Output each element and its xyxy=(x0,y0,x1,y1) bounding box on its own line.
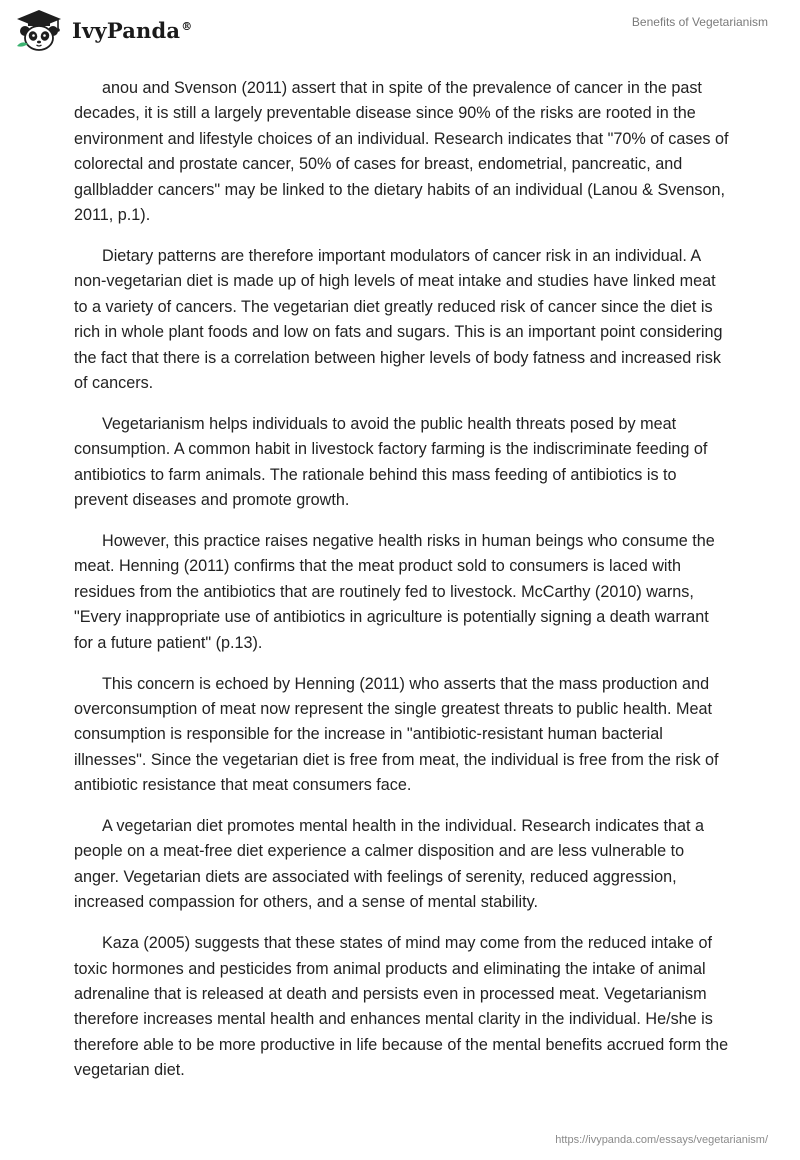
page-header xyxy=(0,0,800,64)
paragraph: A vegetarian diet promotes mental health in the individual. Research indicates that a people on a meat-free diet experience a calmer disposition and are less vulnerable to anger. Vegetarian diets are associated with feelings of serenity, reduced aggression, increased compassion for others, and a sense of mental stability. xyxy=(74,817,704,912)
paragraph: anou and Svenson (2011) assert that in spite of the prevalence of cancer in the past decades, it is still a largely preventable disease since 90% of the risks are rooted in the environment and lifestyle choices of an individual. Research indicates that "70% of cases of colorectal and prostate cancer, 50% of cases for breast, endometrial, pancreatic, and gallbladder cancers" may be linked to the dietary habits of an individual (Lanou & Svenson, 2011, p.1). xyxy=(74,79,729,225)
document-title: Benefits of Vegetarianism xyxy=(631,15,768,29)
paragraph: However, this practice raises negative health risks in human beings who consume the meat. Henning (2011) confirms that the meat product sold to consumers is laced with residues from the antibiotics that are routinely fed to livestock. McCarthy (2010) warns, "Every inappropriate use of antibiotics in agriculture is potentially signing a death warrant for a future patient" (p.13). xyxy=(74,532,715,652)
paragraph: Vegetarianism helps individuals to avoid the public health threats posed by meat consumption. A common habit in livestock factory farming is the indiscriminate feeding of antibiotics to farm animals. The rationale behind this mass feeding of antibiotics is to prevent diseases and promote growth. xyxy=(74,414,708,510)
ivypanda-logo[interactable] xyxy=(14,8,192,52)
trademark-symbol: ® xyxy=(181,19,193,33)
paragraph: This concern is echoed by Henning (2011) who asserts that the mass production and overconsumption of meat now represent the single greatest threats to public health. Meat consumption is responsible for the increase in "antibiotic-resistant human bacterial illnesses". Since the vegetarian diet is free from meat, the individual is free from the risk of antibiotic resistance that meat consumers face. xyxy=(74,674,719,795)
paragraph: Dietary patterns are therefore important modulators of cancer risk in an individual. A non-vegetarian diet is made up of high levels of meat intake and studies have linked meat to a variety of cancers. The vegetarian diet greatly reduced risk of cancer since the diet is rich in whole plant foods and low on fats and sugars. This is an important point considering the fact that there is a correlation between higher levels of body fatness and increased risk of cancers. xyxy=(74,246,723,392)
brand-name: IvyPanda® xyxy=(72,17,193,43)
source-url[interactable]: https://ivypanda.com/essays/vegetarianism/ xyxy=(555,1134,768,1146)
panda-graduate-icon xyxy=(14,8,64,52)
essay-body xyxy=(74,76,730,1099)
paragraph: Kaza (2005) suggests that these states of mind may come from the reduced intake of toxic hormones and pesticides from animal products and eliminating the intake of animal adrenaline that is released at death and persists even in processed meat. Vegetarianism therefore increases mental health and enhances mental clarity in the individual. He/she is therefore able to be more productive in life because of the mental benefits accrued form the vegetarian diet. xyxy=(74,934,729,1080)
